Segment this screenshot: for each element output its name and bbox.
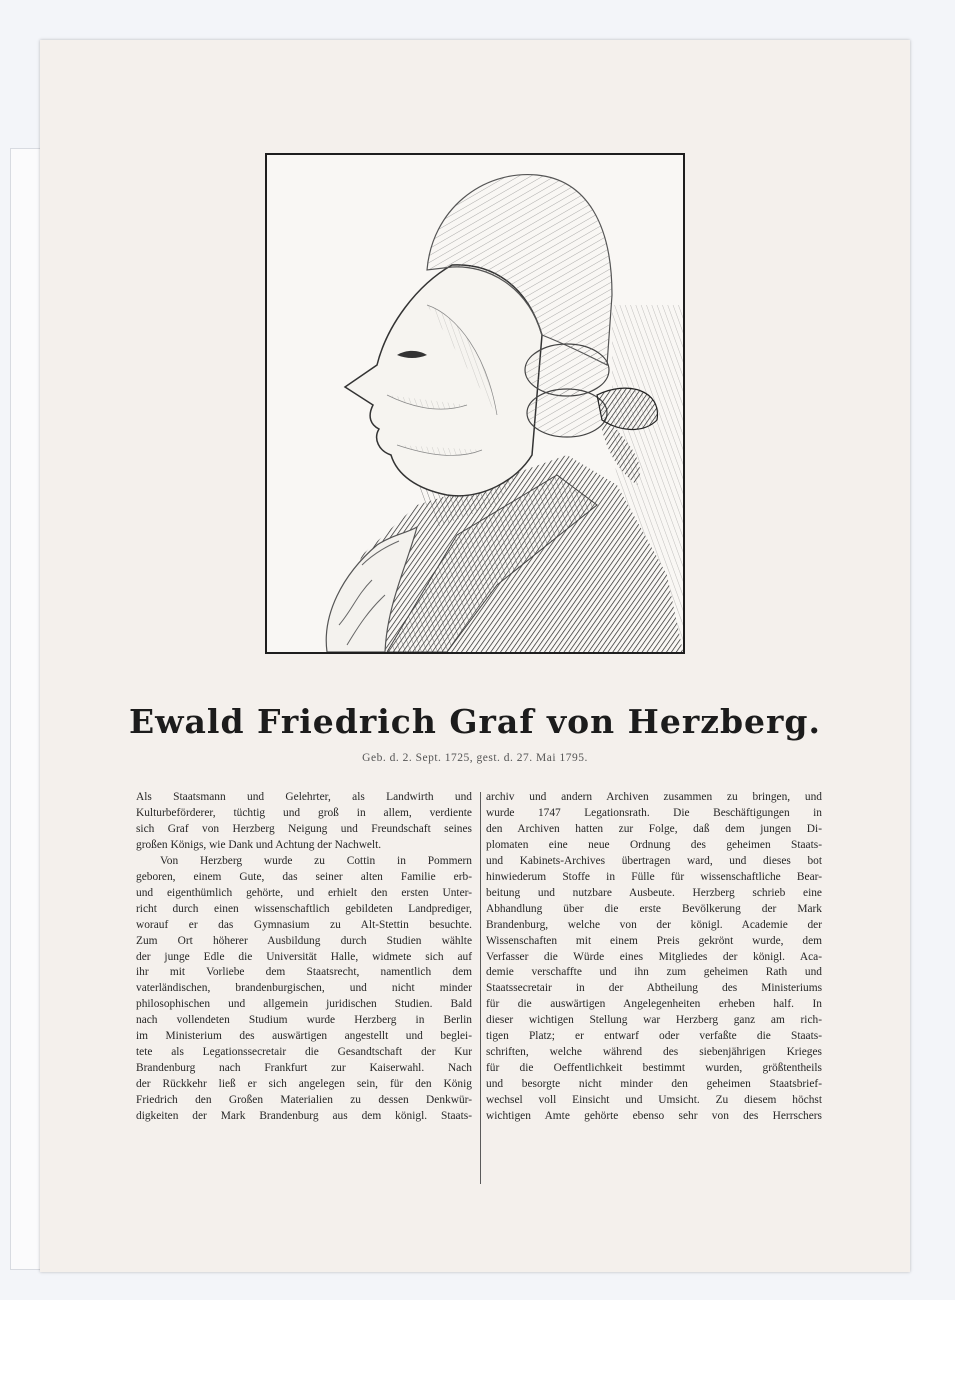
text-line: großen Königs, wie Dank und Achtung der Nachwelt. <box>136 838 382 851</box>
text-line: im Ministerium des auswärtigen angestellt und beglei- <box>136 1030 472 1043</box>
portrait-engraving <box>265 153 685 654</box>
document-page <box>40 40 910 1272</box>
text-line: philosophischen und allgemein juridischen Studien. Bald <box>136 998 472 1011</box>
text-line: ihr mit Vorliebe dem Staatsrecht, namentlich dem <box>136 966 472 979</box>
text-line: beitung und nutzbare Ausbeute. Herzberg schrieb eine <box>486 886 822 899</box>
text-line: demie verschaffte und ihn zum geheimen Rath und <box>486 966 822 979</box>
text-line: der junge Edle die Universität Halle, widmete sich auf <box>136 950 472 963</box>
text-line: archiv und andern Archiven zusammen zu bringen, und <box>486 791 822 803</box>
text-line: für die auswärtigen Angelegenheiten erheben half. In <box>486 998 822 1011</box>
text-line: Als Staatsmann und Gelehrter, als Landwirth und <box>136 791 472 803</box>
text-line: Von Herzberg wurde zu Cottin in Pommern <box>160 854 472 867</box>
text-column-left <box>136 790 472 1125</box>
text-line: geboren, einem Gute, das seiner alten Familie erb- <box>136 870 472 883</box>
text-line: und besorgte nicht minder den geheimen Staatsbrief- <box>486 1078 822 1091</box>
text-line: dieser wichtigen Stellung war Herzberg ganz am rich- <box>486 1014 822 1027</box>
text-line: vaterländischen, brandenburgischen, und nicht minder <box>136 982 472 995</box>
text-line: Brandenburg, welche von der königl. Academie der <box>486 918 822 931</box>
text-line: plomaten eine neue Ordnung des geheimen Staats- <box>486 838 822 851</box>
text-line: Brandenburg nach Frankfurt zur Kaiserwahl. Nach <box>136 1062 472 1075</box>
text-column-right <box>486 790 822 1125</box>
text-line: Wissenschaften mit einem Preis gekrönt wurde, dem <box>486 934 822 947</box>
text-line: sich Graf von Herzberg Neigung und Freundschaft seines <box>136 822 472 835</box>
text-line: und eigenthümlich gehörte, und erhielt den ersten Unter- <box>136 886 472 899</box>
text-line: worauf er das Gymnasium zu Alt-Stettin besuchte. <box>136 918 472 931</box>
text-line: wurde 1747 Legationsrath. Die Beschäftigungen in <box>486 806 822 819</box>
text-line: Kulturbeförderer, tüchtig und groß in allem, verdiente <box>136 806 472 819</box>
text-line: wichtigen Amte gehörte ebenso sehr von des Herrschers <box>486 1110 822 1123</box>
text-line: Abhandlung über die erste Bevölkerung der Mark <box>486 902 822 915</box>
document-title: Ewald Friedrich Graf von Herzberg. <box>128 702 821 741</box>
text-line: den Archiven hatten zur Folge, daß dem jungen Di- <box>486 822 822 835</box>
text-line: Zum Ort höherer Ausbildung durch Studien wählte <box>136 934 472 947</box>
life-dates: Geb. d. 2. Sept. 1725, gest. d. 27. Mai 1795. <box>362 752 588 764</box>
portrait-illustration <box>267 155 683 652</box>
text-line: und Kabinets-Archives übertragen ward, und dieses bot <box>486 854 822 867</box>
text-line: hinwiederum Stoffe in Fülle für wissenschaftliche Bear- <box>486 870 822 883</box>
text-line: Staatssecretair in der Abtheilung des Ministeriums <box>486 982 822 995</box>
text-line: digkeiten der Mark Brandenburg aus dem königl. Staats- <box>136 1110 472 1123</box>
text-line: Verfasser die Würde eines Mitgliedes der königl. Aca- <box>486 950 822 963</box>
text-line: Friedrich den Großen Materialien zu dessen Denkwür- <box>136 1094 472 1107</box>
column-divider <box>480 792 481 1184</box>
text-line: tigen Platz; er entwarf oder verfaßte die Staats- <box>486 1030 822 1043</box>
text-line: für die Oeffentlichkeit bestimmt wurden, größtentheils <box>486 1062 822 1075</box>
text-line: nach vollendeten Studium wurde Herzberg in Berlin <box>136 1014 472 1027</box>
text-line: richt durch einen wissenschaftlich gebildeten Landprediger, <box>136 902 472 915</box>
text-line: wechsel voll Einsicht und Umsicht. Zu diesem höchst <box>486 1094 822 1107</box>
text-line: der Rückkehr ließ er sich angelegen sein, für den König <box>136 1078 472 1091</box>
text-line: schriften, welche während des siebenjährigen Krieges <box>486 1046 822 1059</box>
text-line: tete als Legationssecretair die Gesandtschaft der Kur <box>136 1046 472 1059</box>
